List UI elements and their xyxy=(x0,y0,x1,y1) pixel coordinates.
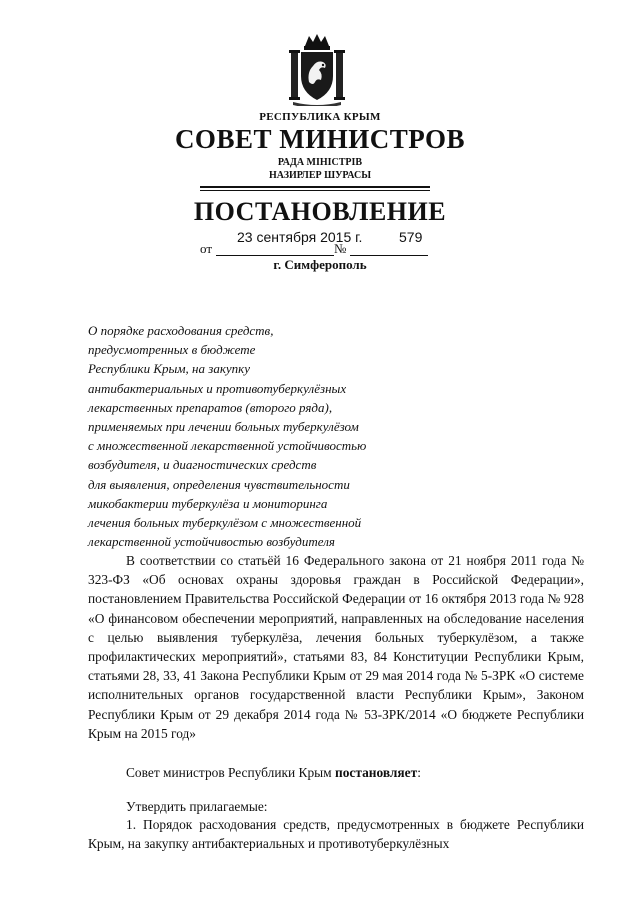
title-line: предусмотренных в бюджете xyxy=(88,342,256,358)
header-divider-thick xyxy=(200,186,430,188)
title-line: с множественной лекарственной устойчивостью xyxy=(88,438,367,454)
document-type: ПОСТАНОВЛЕНИЕ xyxy=(193,197,447,226)
title-line: лекарственных препаратов (второго ряда), xyxy=(88,399,333,415)
title-line: возбудителя, и диагностических средств xyxy=(88,457,317,473)
title-line: применяемых при лечении больных туберкулёзом xyxy=(88,419,359,435)
header-divider-thin xyxy=(200,190,430,191)
title-line: лечения больных туберкулёзом с множественной xyxy=(88,515,362,531)
title-line: для выявления, определения чувствительности xyxy=(88,476,350,492)
council-alt-names xyxy=(0,156,640,182)
decree-prefix: Совет министров Республики Крым xyxy=(126,765,335,780)
number-value: 579 xyxy=(399,229,423,245)
decree-keyword: постановляет xyxy=(334,765,418,780)
decree-suffix: : xyxy=(417,765,421,780)
number-underline xyxy=(350,255,428,256)
council-name-ukrainian: РАДА МІНІСТРІВ xyxy=(277,157,363,168)
council-title: СОВЕТ МИНИСТРОВ xyxy=(174,124,466,154)
title-line: Республики Крым, на закупку xyxy=(88,361,251,377)
crimea-coat-of-arms-icon xyxy=(287,32,347,106)
title-line: лекарственной устойчивостью возбудителя xyxy=(88,534,335,550)
item-1-paragraph: 1. Порядок расходования средств, предусмотренных в бюджете Республики Крым, на закупку антибактериальных и противотуберкулёзных xyxy=(88,817,584,852)
date-underline xyxy=(216,255,334,256)
date-value: 23 сентября 2015 г. xyxy=(237,229,363,245)
title-line: О порядке расходования средств, xyxy=(88,323,274,338)
republic-name: РЕСПУБЛИКА КРЫМ xyxy=(259,111,381,123)
title-line: антибактериальных и противотуберкулёзных xyxy=(88,380,347,396)
council-name-crimean-tatar: НАЗИРЛЕР ШУРАСЫ xyxy=(268,170,372,181)
date-label: от xyxy=(200,241,213,256)
preamble-paragraph: В соответствии со статьёй 16 Федерального закона от 21 ноября 2011 года № 323-ФЗ «Об основах охраны здоровья граждан в Российской Федерации», постановлением Правительства Российской Федерации от 16 октября 2013 года № 928 «О финансовом обеспечении мероприятий, направленных на обследование населения с целью выявления туберкулёза, лечения больных туберкулёзом, а также профилактических мероприятий», статьями 83, 84 Конституции Республики Крым, статьями 28, 33, 41 Закона Республики Крым от 29 мая 2014 года № 5-ЗРК «О системе исполнительных органов государственной власти Республики Крым», Законом Республики Крым от 29 декабря 2014 года № 53-ЗРК/2014 «О бюджете Республики Крым на 2015 год» xyxy=(88,553,584,741)
resolution-title xyxy=(88,321,428,551)
approve-paragraph: Утвердить прилагаемые: xyxy=(126,799,268,814)
number-label: № xyxy=(334,241,347,256)
decree-paragraph xyxy=(88,763,584,782)
title-line: микобактерии туберкулёза и мониторинга xyxy=(88,495,328,511)
city: г. Симферополь xyxy=(273,257,367,272)
